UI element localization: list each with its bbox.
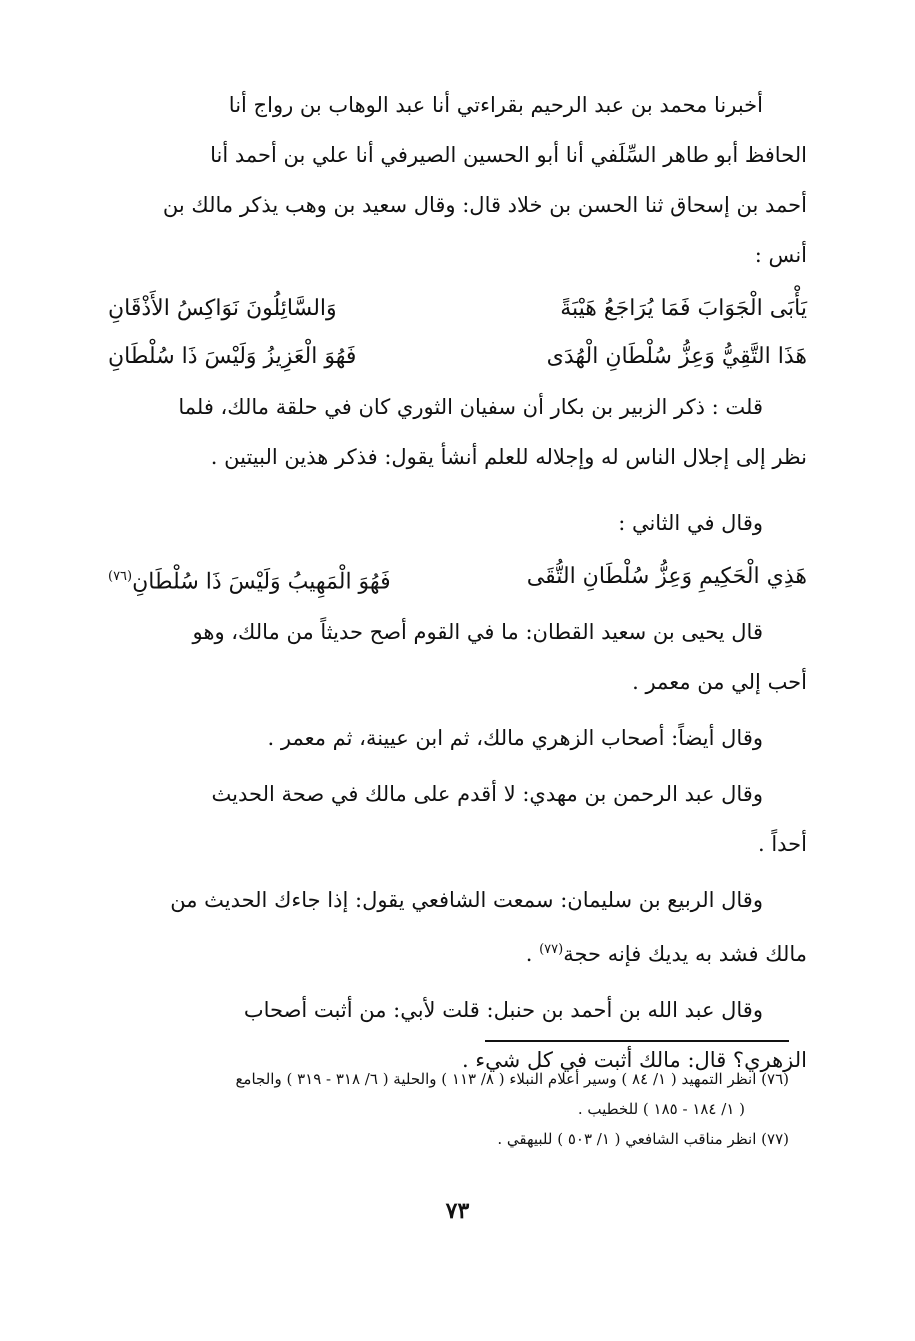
text-line: الحافظ أبو طاهر السِّلَفي أنا أبو الحسين الصيرفي أنا علي بن أحمد أنا: [210, 143, 807, 167]
text-line: نظر إلى إجلال الناس له وإجلاله للعلم أنشأ يقول: فذكر هذين البيتين .: [210, 445, 807, 469]
page-number: ٧٣: [445, 1198, 470, 1224]
text-line: قلت : ذكر الزبير بن بكار أن سفيان الثوري كان في حلقة مالك، فلما: [178, 395, 763, 419]
paragraph-yahya: [108, 607, 807, 707]
footnote-ref[interactable]: (٧٧): [539, 942, 564, 958]
verse-second-hemistich: فَهُوَ الْعَزِيزُ وَلَيْسَ ذَا سُلْطَانِ: [108, 344, 357, 369]
paragraph-second-verse-intro: [108, 498, 807, 548]
poem-verse: [108, 286, 807, 332]
footnote-separator: [485, 1040, 789, 1042]
text-segment: مالك فشد به يديك فإنه حجة: [563, 942, 807, 967]
footnotes: [120, 1064, 789, 1154]
verse-first-hemistich: هَذَا التَّقِيُّ وَعِزُّ سُلْطَانِ الْهُدَى: [546, 344, 807, 369]
verse-first-hemistich: يَأْبَى الْجَوَابَ فَمَا يُرَاجَعُ هَيْبَةً: [560, 296, 807, 321]
text-line: وقال في الثاني :: [618, 511, 763, 535]
paragraph-sufyan: [108, 382, 807, 482]
text-line: [108, 925, 807, 979]
paragraph-isnad: [108, 80, 807, 280]
poem-verse: [108, 554, 807, 605]
verse-second-hemistich: [108, 554, 391, 605]
text-line: الزهري؟ قال: مالك أثبت في كل شيء .: [461, 1048, 807, 1073]
text-line: وقال أيضاً: أصحاب الزهري مالك، ثم ابن عيينة، ثم معمر .: [267, 726, 763, 751]
text-segment: .: [525, 942, 540, 967]
poem-verse: [108, 334, 807, 380]
paragraph-rabi: [108, 875, 807, 979]
text-line: أنس :: [754, 243, 807, 267]
text-line: أحمد بن إسحاق ثنا الحسن بن خلاد قال: وقال سعيد بن وهب يذكر مالك بن: [162, 193, 807, 217]
text-line: أخبرنا محمد بن عبد الرحيم بقراءتي أنا عبد الوهاب بن رواج أنا: [228, 93, 763, 117]
text-line: قال يحيى بن سعيد القطان: ما في القوم أصح حديثاً من مالك، وهو: [192, 620, 763, 645]
footnote-ref[interactable]: (٧٦): [108, 569, 133, 584]
text-line: أحداً .: [757, 832, 807, 857]
verse-second-hemistich: وَالسَّائِلُونَ نَوَاكِسُ الأَذْقَانِ: [108, 296, 337, 321]
text-line: أحب إلي من معمر .: [632, 670, 807, 695]
verse-first-hemistich: هَذِي الْحَكِيمِ وَعِزُّ سُلْطَانِ التُّقَى: [526, 564, 807, 589]
text-line: وقال عبد الله بن أحمد بن حنبل: قلت لأبي: من أثبت أصحاب: [243, 998, 763, 1023]
footnote-76: (٧٦) انظر التمهيد ( ١/ ٨٤ ) وسير أعلام النبلاء ( ٨/ ١١٣ ) والحلية ( ٦/ ٣١٨ - ٣١٩ ) والجامع: [235, 1070, 789, 1088]
paragraph-ayidan: [108, 713, 807, 763]
text-line: وقال الربيع بن سليمان: سمعت الشافعي يقول: إذا جاءك الحديث من: [170, 888, 763, 913]
paragraph-ibn-mahdi: [108, 769, 807, 869]
footnote-77: (٧٧) انظر مناقب الشافعي ( ١/ ٥٠٣ ) للبيهقي .: [497, 1130, 789, 1148]
text-line: وقال عبد الرحمن بن مهدي: لا أقدم على مالك في صحة الحديث: [211, 782, 763, 807]
footnote-76-continued: ( ١/ ١٨٤ - ١٨٥ ) للخطيب .: [577, 1100, 745, 1118]
verse-text: فَهُوَ الْمَهِيبُ وَلَيْسَ ذَا سُلْطَانِ: [132, 569, 391, 595]
